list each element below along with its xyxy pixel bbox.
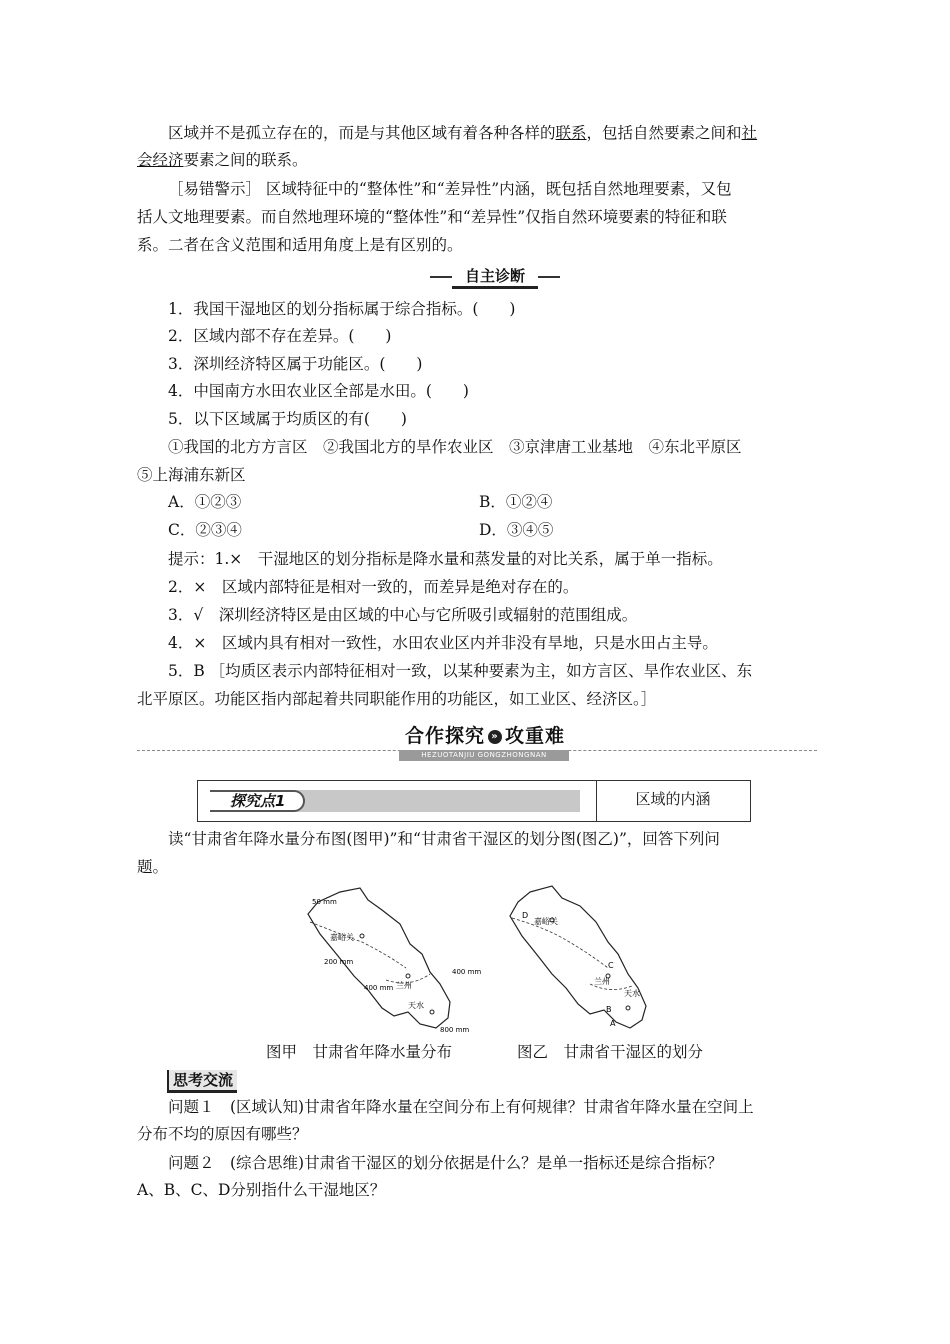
gansu-maps-figure [290, 884, 710, 1034]
banner-title-left: 合作探究 [404, 725, 485, 747]
label-jiayuguan-2: 嘉峪关 [534, 917, 558, 926]
section-banner [137, 724, 817, 764]
question-5-items-line2: ⑤上海浦东新区 [137, 466, 246, 484]
intro-paragraph-line2 [137, 147, 817, 174]
warning-line1: ［易错警示］ 区域特征中的“整体性”和“差异性”内涵，既包括自然地理要素，又包 [168, 180, 732, 198]
banner-title [389, 724, 581, 748]
label-tianshui-2: 天水 [624, 989, 640, 998]
section-title: 自主诊断 [452, 266, 538, 289]
answer-1: 提示：1.× 干湿地区的划分指标是降水量和蒸发量的对比关系，属于单一指标。 [168, 550, 723, 568]
map-precipitation [308, 888, 481, 1034]
heading-rule-left [430, 276, 454, 278]
reading-prompt-line1: 读“甘肃省年降水量分布图(图甲)”和“甘肃省干湿区的划分图(图乙)”，回答下列问 [168, 830, 720, 848]
caption-figure-b: 图乙 甘肃省干湿区的划分 [517, 1043, 704, 1061]
explore-tag-bar [210, 790, 580, 812]
label-d: D [522, 911, 529, 920]
answer-4: 4．× 区域内具有相对一致性，水田农业区内并非没有旱地，只是水田占主导。 [168, 634, 718, 652]
label-200mm: 200 mm [324, 958, 354, 966]
answer-3: 3．√ 深圳经济特区是由区域的中心与它所吸引或辐射的范围组成。 [168, 606, 638, 624]
text: ，包括自然要素之间和 [586, 124, 742, 142]
label-50mm: 50 mm [312, 898, 337, 906]
heading-rule-right [536, 276, 560, 278]
explore-tag-label: 探究点1 [210, 790, 305, 812]
option-a: A．①②③ [168, 493, 242, 511]
reading-prompt-line2: 题。 [137, 858, 169, 876]
think-question-2-line1: 问题２ (综合思维)甘肃省干湿区的划分依据是什么？是单一指标还是综合指标？ [168, 1154, 723, 1172]
question-3: 3．深圳经济特区属于功能区。( ) [168, 355, 423, 373]
question-1: 1．我国干湿地区的划分指标属于综合指标。( ) [168, 300, 516, 318]
answer-2: 2．× 区域内部特征是相对一致的，而差异是绝对存在的。 [168, 578, 579, 596]
label-tianshui: 天水 [408, 1001, 424, 1010]
question-5-items-line1: ①我国的北方方言区 ②我国北方的旱作农业区 ③京津唐工业基地 ④东北平原区 [168, 438, 742, 456]
think-exchange-label: 思考交流 [167, 1070, 237, 1093]
label-400mm-east: 400 mm [452, 968, 482, 976]
banner-subtitle: HEZUOTANJIU GONGZHONGNAN [399, 750, 569, 761]
label-800mm: 800 mm [440, 1026, 470, 1034]
explore-point-box [197, 780, 751, 822]
option-d: D．③④⑤ [479, 521, 554, 539]
option-c: C．②③④ [168, 521, 242, 539]
warning-line3: 系。二者在含义范围和适用角度上是有区别的。 [137, 236, 463, 254]
explore-topic: 区域的内涵 [635, 790, 711, 808]
think-question-1-line2: 分布不均的原因有哪些？ [137, 1125, 308, 1143]
arrow-icon: » [488, 730, 502, 744]
answer-5-line1: 5．B ［均质区表示内部特征相对一致，以某种要素为主，如方言区、旱作农业区、东 [168, 662, 753, 680]
label-lanzhou: 兰州 [396, 981, 412, 990]
section-heading-self-diagnosis [430, 266, 560, 288]
intro-paragraph-line1 [137, 120, 817, 147]
text: 要素之间的联系。 [183, 151, 308, 169]
think-question-1-line1: 问题１ (区域认知)甘肃省年降水量在空间分布上有何规律？甘肃省年降水量在空间上 [168, 1098, 754, 1116]
label-a: A [610, 1019, 616, 1028]
underlined-term: 会经济 [137, 151, 184, 169]
question-2: 2．区域内部不存在差异。( ) [168, 327, 392, 345]
think-question-2-line2: A、B、C、D分别指什么干湿地区？ [137, 1181, 386, 1199]
question-5: 5．以下区域属于均质区的有( ) [168, 410, 407, 428]
map2-outline [510, 886, 646, 1028]
underlined-term: 联系 [555, 124, 587, 142]
text: 区域并不是孤立存在的，而是与其他区域有着各种各样的 [168, 124, 556, 142]
label-b: B [606, 1005, 612, 1014]
label-lanzhou-2: 兰州 [594, 977, 610, 986]
banner-title-right: 攻重难 [505, 725, 566, 747]
question-4: 4．中国南方水田农业区全部是水田。( ) [168, 382, 469, 400]
caption-figure-a: 图甲 甘肃省年降水量分布 [266, 1043, 453, 1061]
warning-line2: 括人文地理要素。而自然地理环境的“整体性”和“差异性”仅指自然环境要素的特征和联 [137, 208, 727, 226]
label-400mm-west: 400 mm [364, 984, 394, 992]
underlined-term: 社 [741, 124, 758, 142]
label-c: C [608, 961, 614, 970]
answer-5-line2: 北平原区。功能区指内部起着共同职能作用的功能区，如工业区、经济区。］ [137, 690, 657, 708]
option-b: B．①②④ [479, 493, 553, 511]
map-dry-wet-zones [510, 886, 646, 1028]
label-jiayuguan: 嘉峪关 [330, 933, 354, 942]
